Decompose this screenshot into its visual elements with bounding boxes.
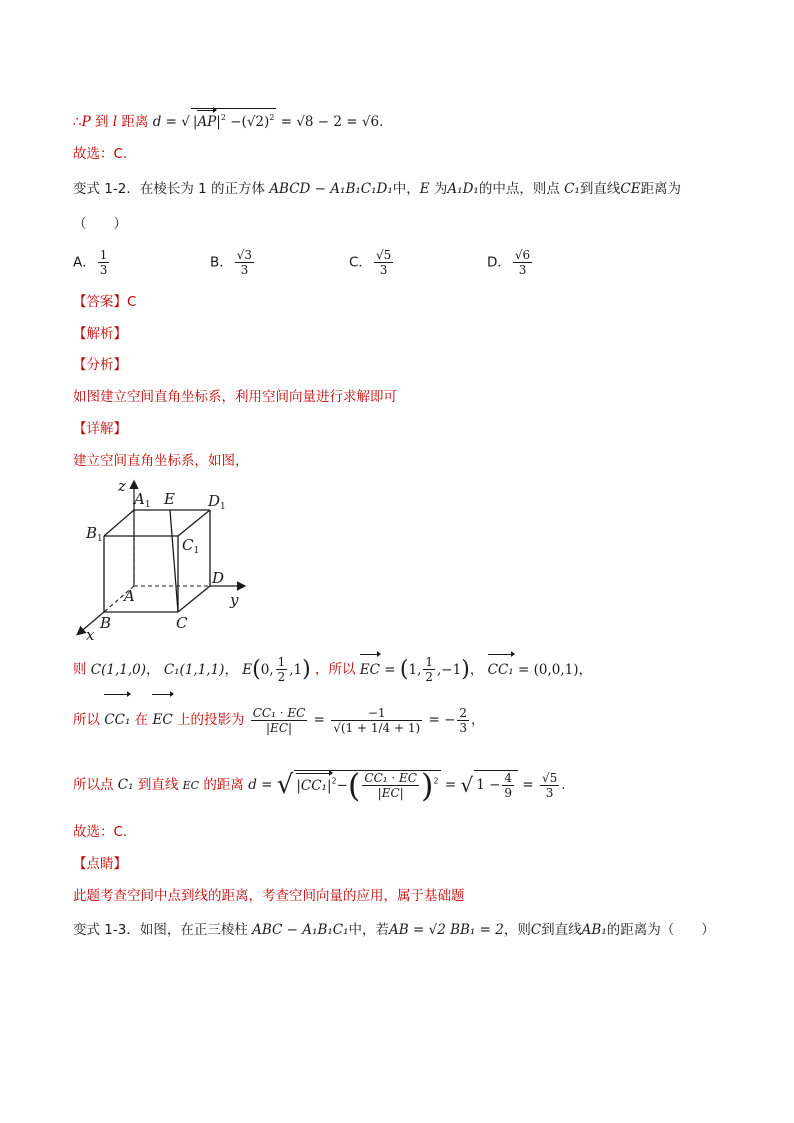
jiexi-heading: 【解析】 xyxy=(73,326,127,342)
label-e: E xyxy=(164,490,175,508)
edge-c-d xyxy=(178,586,210,612)
answer-choice-1: 故选：C. xyxy=(73,146,128,162)
line-therefore: ∴P 到 l 距离 d = √ $|AP|^2 -(√2)^2 = √8 - 2 = √6$. xyxy=(73,108,383,131)
fenxi-text: 如图建立空间直角坐标系，利用空间向量进行求解即可 xyxy=(73,389,397,405)
edge-b1-a1 xyxy=(104,510,134,536)
option-c[interactable]: C． $\frac{√5}{3}$ xyxy=(349,248,392,277)
answer-line: 【答案】C xyxy=(73,294,137,310)
question-1-3: 变式 1-3．如图，在正三棱柱 ABC − A₁B₁C₁中，若AB = √2 BB₁ = 2，则C到直线AB₁的距离为（ ） xyxy=(73,922,715,938)
label-b: B xyxy=(100,614,112,632)
xiangjie-heading: 【详解】 xyxy=(73,421,127,437)
label-d1: $D_1$ xyxy=(208,492,226,512)
cube-figure xyxy=(72,478,262,643)
question-1-2: 变式 1-2．在棱长为 1 的正方体 ABCD − A₁B₁C₁D₁中，E 为A₁D₁的中点，则点 C₁到直线CE距离为 xyxy=(73,181,682,197)
answer-choice-2: 故选：C. xyxy=(73,824,128,840)
xiangjie-text: 建立空间直角坐标系，如图， xyxy=(73,453,249,469)
label-x: x xyxy=(86,626,95,643)
option-a[interactable]: A． $\frac{1}{3}$ xyxy=(73,248,108,277)
label-b1: $B_1$ xyxy=(86,524,103,544)
label-z: z xyxy=(118,478,126,495)
dianjing-heading: 【点睛】 xyxy=(73,856,127,872)
option-b[interactable]: B． $\frac{√3}{3}$ xyxy=(210,248,253,277)
projection-line: 所以 CC₁ 在 EC 上的投影为 $\frac{\text{CC₁ · EC}}{|EC|}$ = $\frac{-1}{√(1 + 1/4 + 1)}$ = − $\frac{2}{3}$ ， xyxy=(73,697,485,743)
edge-c1-d1 xyxy=(178,510,210,536)
label-d: D xyxy=(212,569,225,587)
option-d[interactable]: D． $\frac{√6}{3}$ xyxy=(487,248,531,277)
coords-line: 则 C(1,1,0)， C₁(1,1,1)， E(0, $\frac{1}{2}$ ,1) ，所以 EC = (1, $\frac{1}{2}$ ,−1)， CC₁ = (0,0,1)， xyxy=(73,655,592,684)
line-ec xyxy=(170,510,178,612)
fenxi-heading: 【分析】 xyxy=(73,357,127,373)
label-y: y xyxy=(230,591,239,609)
distance-line: 所以点 C₁ 到直线 EC 的距离 d = √ $|CC_1|^2-$( $\frac{\text{CC₁ · EC}}{|EC|}$ )$^2$ = √ 1 − $\frac{4}{9}$ = $\frac{√5}{3}$ . xyxy=(73,766,566,805)
label-c1: $C_1$ xyxy=(182,536,200,556)
dianjing-text: 此题考查空间中点到线的距离，考查空间向量的应用，属于基础题 xyxy=(73,888,465,904)
label-a1: $A_1$ xyxy=(134,490,151,510)
options-row xyxy=(73,248,573,284)
label-c: C xyxy=(176,614,188,632)
label-a: A xyxy=(124,587,135,605)
answer-blank: （ ） xyxy=(73,216,127,232)
